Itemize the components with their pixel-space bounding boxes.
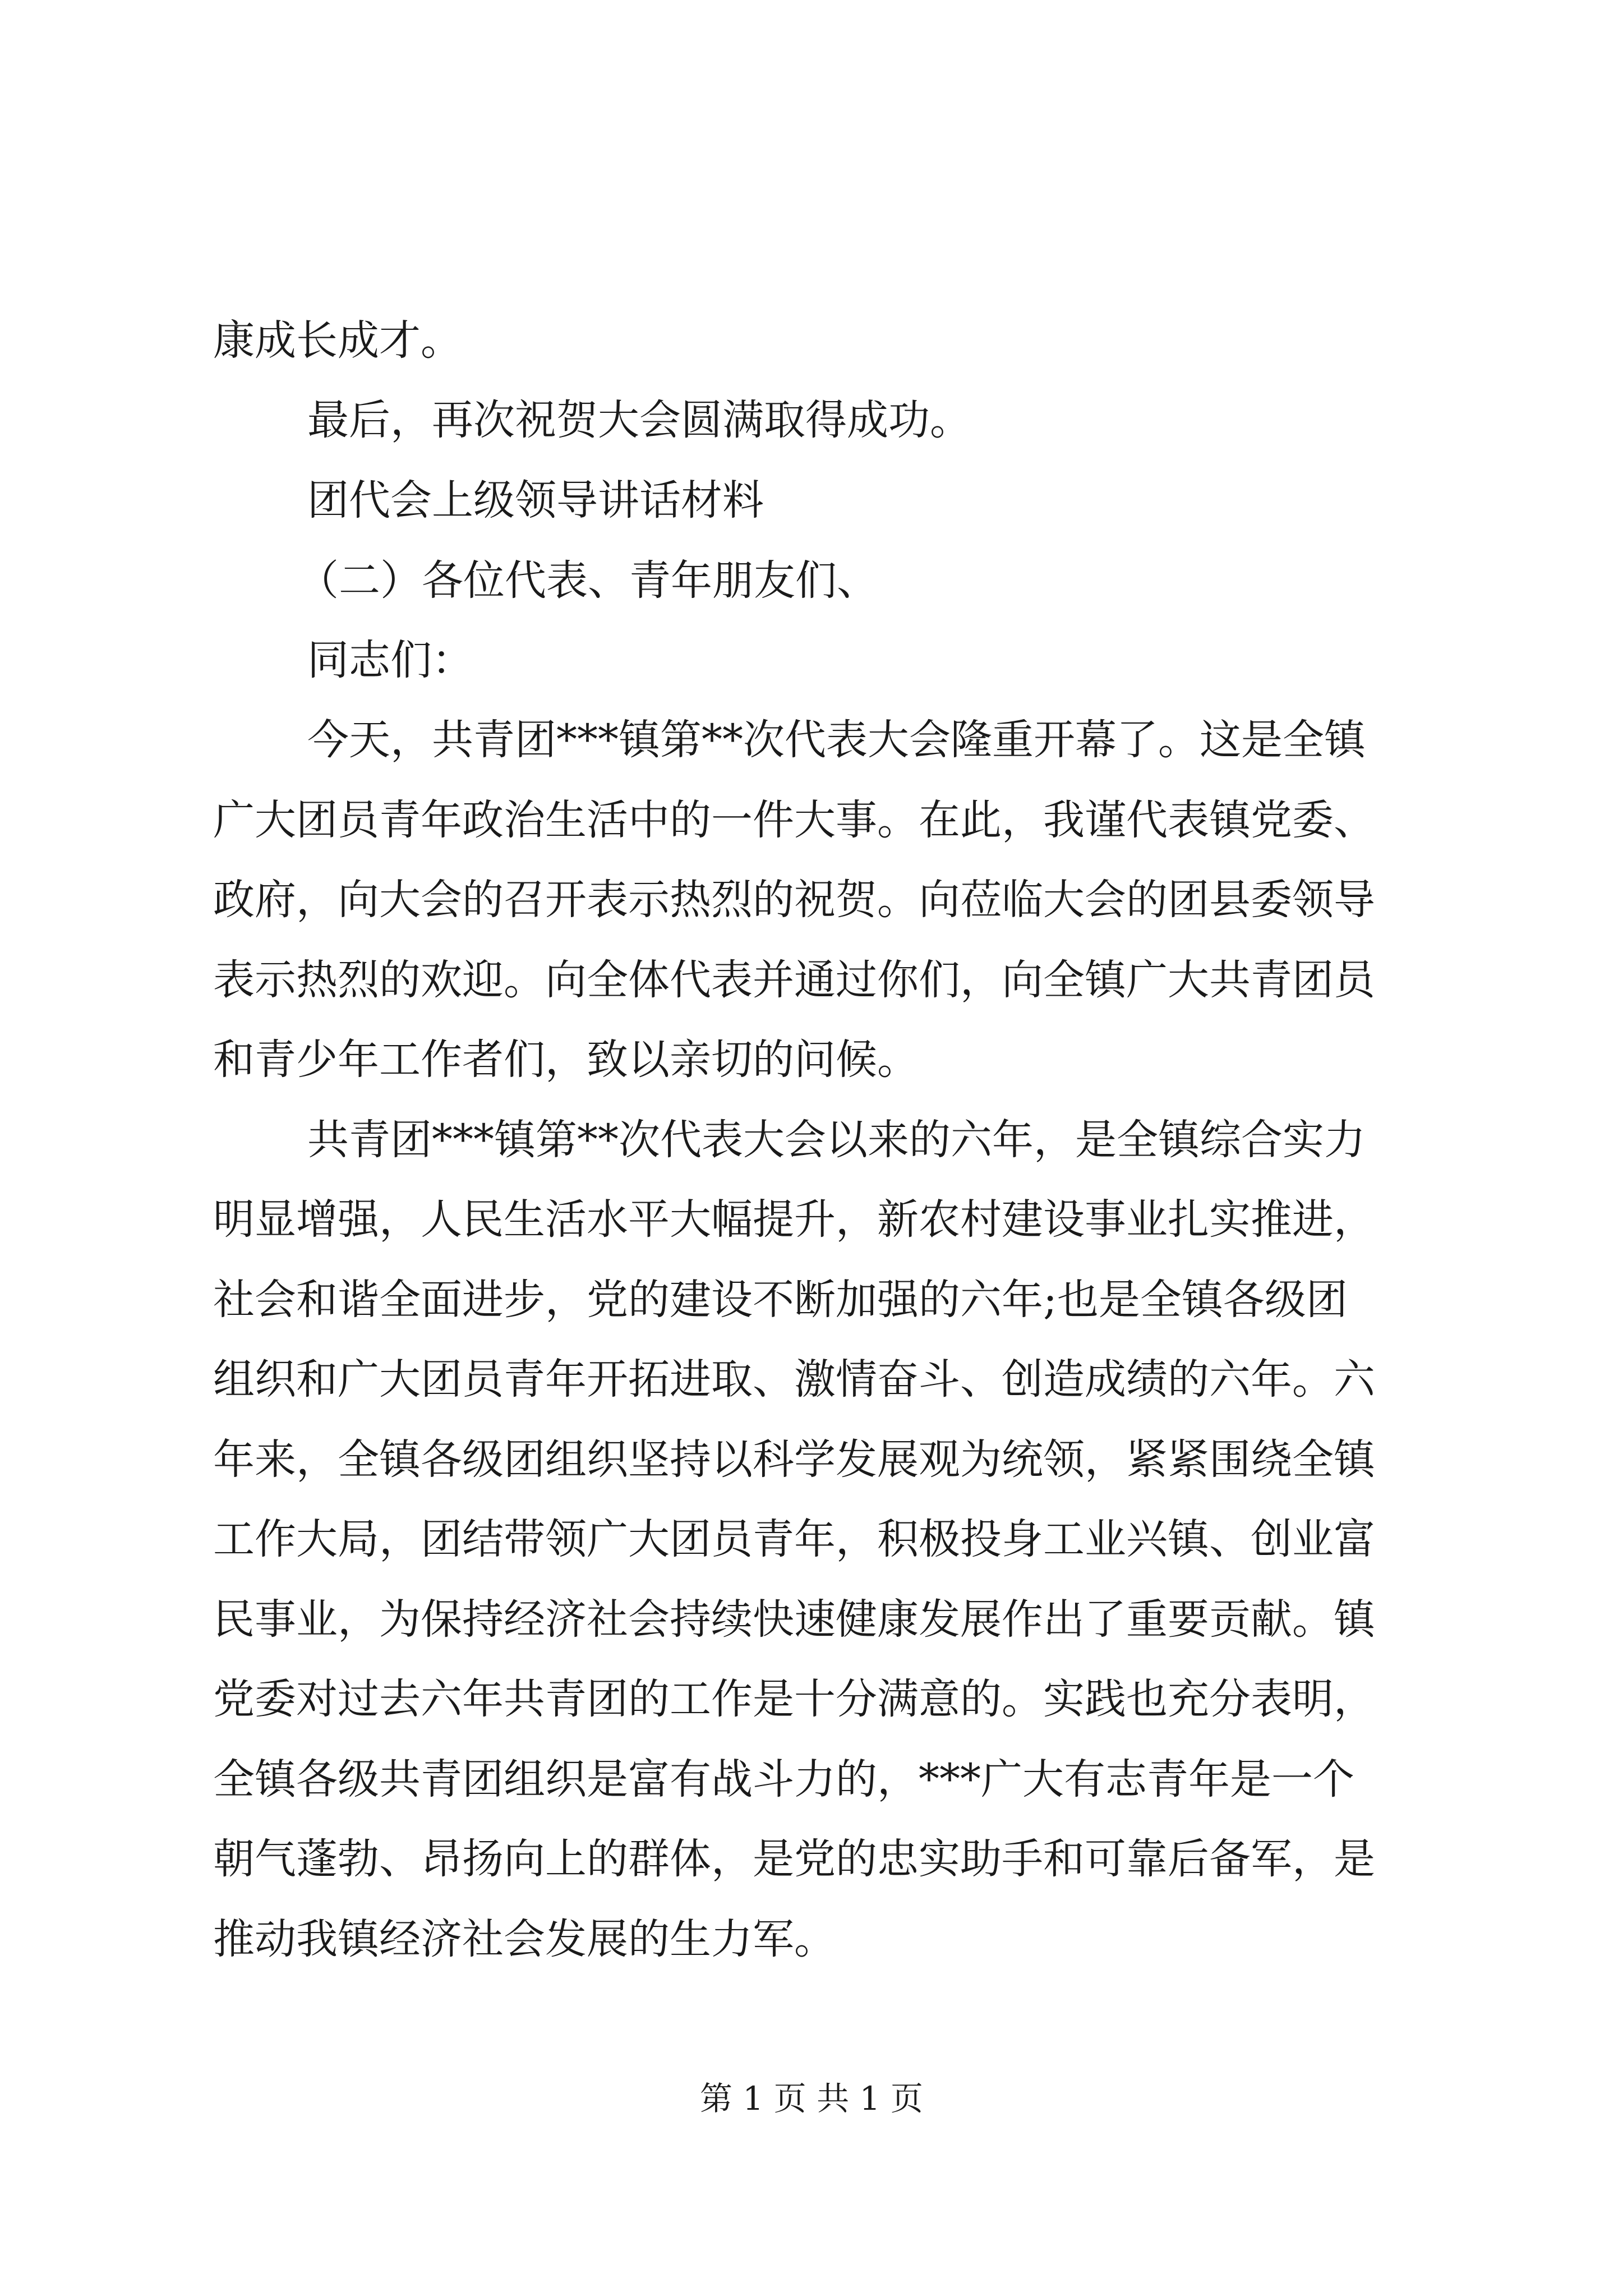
text-line: 推动我镇经济社会发展的生力军。: [213, 1915, 836, 1963]
text-line: 最后，再次祝贺大会圆满取得成功。: [307, 396, 971, 444]
salutation: 同志们：: [307, 636, 473, 684]
text-line: 明显增强，人民生活水平大幅提升，新农村建设事业扎实推进，: [213, 1195, 1375, 1244]
text-line: 康成长成才。: [213, 316, 462, 365]
text-line: 表示热烈的欢迎。向全体代表并通过你们，向全镇广大共青团员: [213, 956, 1375, 1004]
page-number-footer: 第 1 页 共 1 页: [700, 2079, 923, 2118]
text-line: 广大团员青年政治生活中的一件大事。在此，我谨代表镇党委、: [213, 796, 1375, 844]
text-line: 党委对过去六年共青团的工作是十分满意的。实践也充分表明，: [213, 1675, 1375, 1723]
text-line: （二）各位代表、青年朋友们、: [297, 556, 878, 605]
text-line: 组织和广大团员青年开拓进取、激情奋斗、创造成绩的六年。六: [213, 1355, 1375, 1404]
text-line: 和青少年工作者们，致以亲切的问候。: [213, 1036, 919, 1084]
text-line: 今天，共青团***镇第**次代表大会隆重开幕了。这是全镇: [307, 716, 1366, 764]
text-line: 民事业，为保持经济社会持续快速健康发展作出了重要贡献。镇: [213, 1595, 1375, 1644]
text-line: 工作大局，团结带领广大团员青年，积极投身工业兴镇、创业富: [213, 1515, 1375, 1563]
section-heading: 团代会上级领导讲话材料: [307, 476, 764, 524]
text-line: 政府，向大会的召开表示热烈的祝贺。向莅临大会的团县委领导: [213, 876, 1375, 924]
text-line: 社会和谐全面进步，党的建设不断加强的六年;也是全镇各级团: [213, 1276, 1348, 1324]
text-line: 共青团***镇第**次代表大会以来的六年，是全镇综合实力: [307, 1116, 1366, 1164]
text-line: 年来，全镇各级团组织坚持以科学发展观为统领，紧紧围绕全镇: [213, 1435, 1375, 1484]
text-line: 全镇各级共青团组织是富有战斗力的，***广大有志青年是一个: [213, 1755, 1354, 1803]
text-line: 朝气蓬勃、昂扬向上的群体，是党的忠实助手和可靠后备军，是: [213, 1835, 1375, 1883]
